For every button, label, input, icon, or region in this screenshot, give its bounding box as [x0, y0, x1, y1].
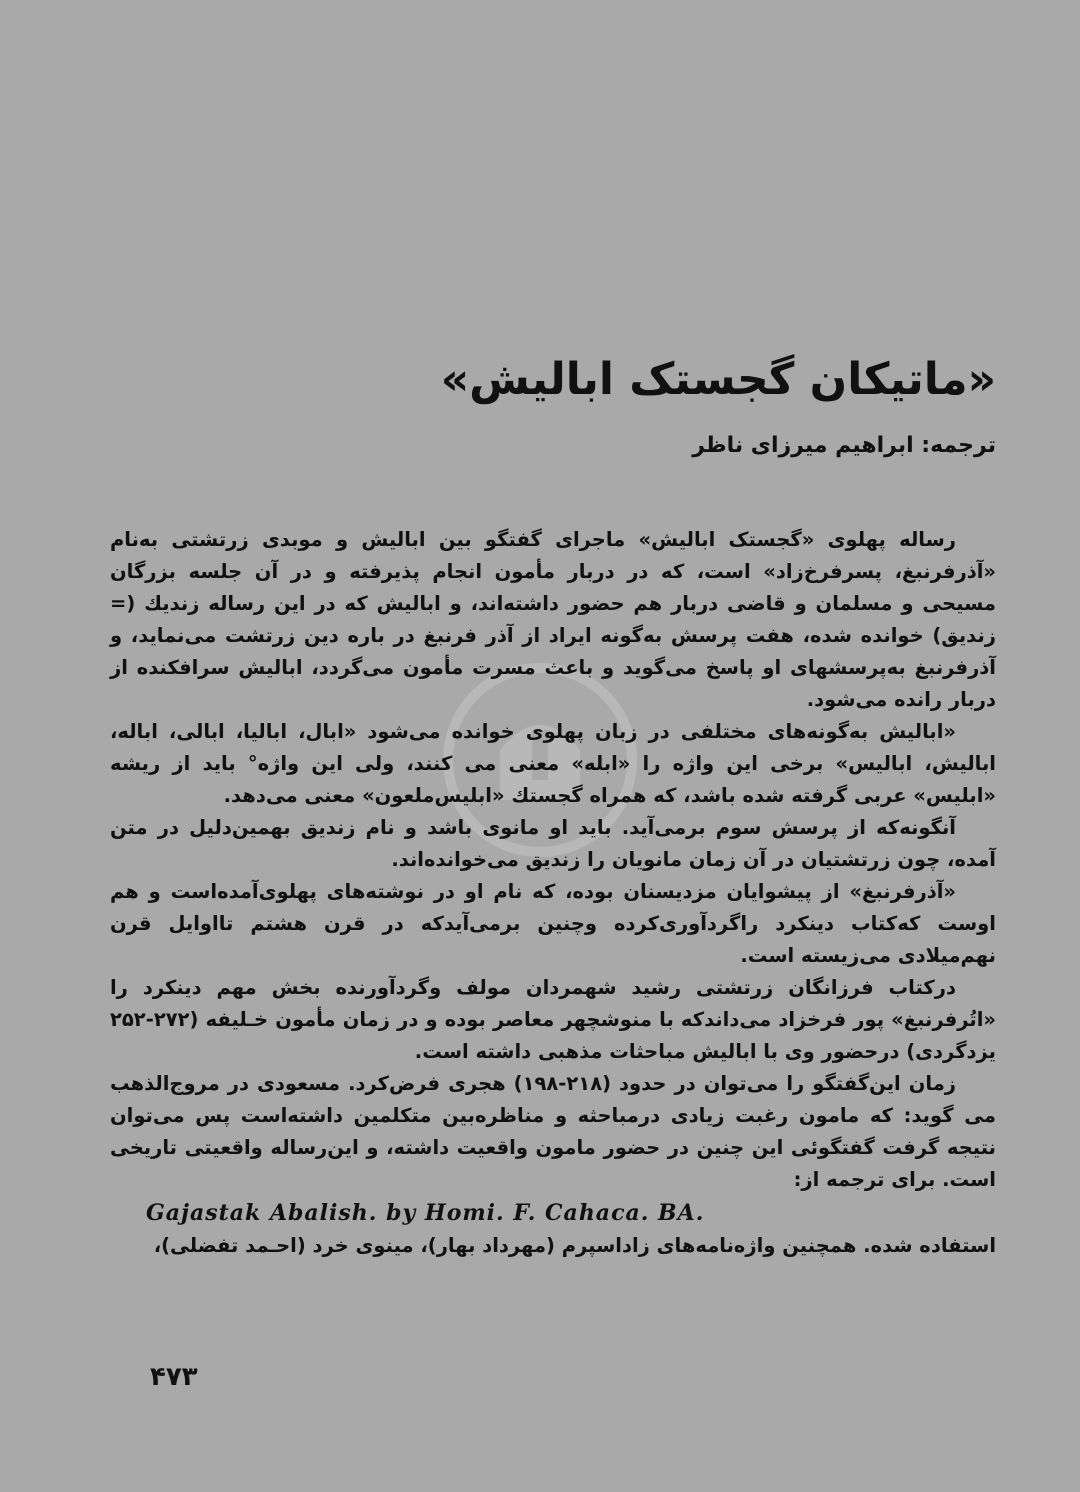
paragraph: «ابالیش به‌گونه‌های مختلفی در زبان پهلوی خوانده می‌شود «ابال، ابالیا، ابالی، اباله، ابالیش، ابالیس» برخی این واژه را «ابله» معنی می کنند، ولی این واژه° باید از ریشه «ابلیس» عربی گرفته شده باشد، که همراه گجستك «ابلیس‌ملعون» معنی می‌دهد.: [110, 720, 996, 807]
closing-line: استفاده شده. همچنین واژه‌نامه‌های زاداسپرم (مهرداد بهار)، مینوی خرد (احـمد تفضلی)،: [153, 1234, 996, 1257]
paragraph: آنگونه‌که از پرسش سوم برمی‌آید. باید او مانوی باشد و نام زندیق بهمین‌دلیل در متن آمده، چون زرتشتیان در آن زمان مانویان را زندیق می‌خوانده‌اند.: [110, 816, 996, 871]
paragraph: زمان این‌گفتگو را می‌توان در حدود (۲۱۸-۱۹۸) هجری فرض‌کرد. مسعودی در مروج‌الذهب می گوید: که مامون رغبت زیادی درمباحثه و مناظره‌بین متکلمین داشته‌است پس می‌توان نتیجه گرفت گفتگوئی این چنین در حضور مامون واقعیت داشته، و این‌رساله واقعیتی تاریخی است. برای ترجمه از:: [110, 1072, 996, 1191]
translator-credit: ترجمه: ابراهیم میرزای ناظر: [692, 433, 996, 458]
article-title: «ماتیکان گجستک ابالیش»: [440, 354, 996, 405]
page-number: ۴۷۳: [150, 1362, 198, 1392]
latin-source-reference: Gajastak Abalish. by Homi. F. Cahaca. BA.: [146, 1200, 705, 1226]
paragraph: «آذرفرنبغ» از پیشوایان مزدیسنان بوده، که نام او در نوشته‌های پهلوی‌آمده‌است و هم اوست‌ که‌کتاب دینکرد راگردآوری‌کرده وچنین برمی‌آیدکه در قرن هشتم تااوایل قرن نهم‌میلادی می‌زیسته است.: [110, 880, 996, 967]
paragraph: درکتاب فرزانگان زرتشتی رشید شهمردان مولف وگردآورنده بخش مهم دینکرد را «اتُرفرنبغ» پور فرخزاد می‌داندکه با منوشچهر معاصر بوده و در زمان مأمون خـلیفه (۲۷۲-۲۵۲ یزدگردی) درحضور وی با ابالیش مباحثات مذهبی داشته است.: [110, 976, 996, 1063]
paragraph: رساله پهلوی «گجستک ابالیش» ماجرای گفتگو بین ابالیش و موبدی زرتشتی به‌نام «آذرفرنبغ، پسرفرخ‌زاد» است، که در دربار مأمون انجام پذیرفته و در آن جلسه بزرگان مسیحی و مسلمان و قاضی دربار هم حضور داشته‌اند، و ابالیش که در این رساله زندیك (= زندیق) خوانده شده، هفت پرسش به‌گونه ایراد از آذر فرنبغ در باره دین زرتشت می‌نماید، و آذرفرنبغ به‌پرسشهای او پاسخ می‌گوید و باعث مسرت مأمون می‌گردد، ابالیش سرافکنده از دربار رانده می‌شود.: [110, 528, 996, 711]
article-body: [110, 524, 996, 1262]
